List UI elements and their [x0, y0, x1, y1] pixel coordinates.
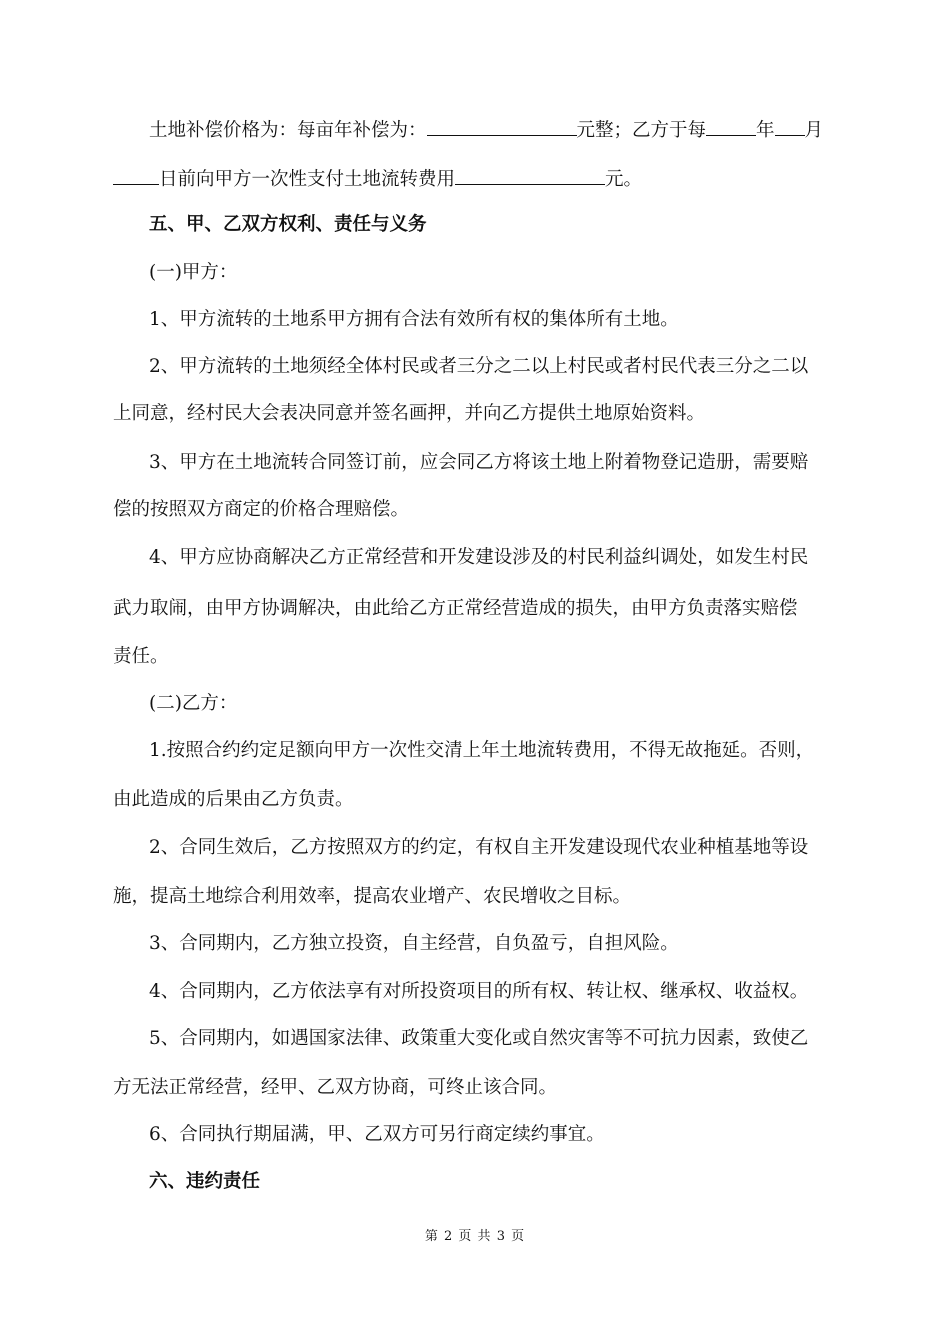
party-a-item-1: 1、甲方流转的土地系甲方拥有合法有效所有权的集体所有土地。: [149, 309, 679, 330]
price-line-2: [113, 166, 642, 192]
party-b-item-2-cont: 施，提高土地综合利用效率，提高农业增产、农民增收之目标。: [113, 886, 632, 907]
party-a-item-2-cont: 上同意，经村民大会表决同意并签名画押，并向乙方提供土地原始资料。: [113, 403, 706, 424]
party-a-item-3-cont: 偿的按照双方商定的价格合理赔偿。: [113, 499, 410, 520]
day-blank: [113, 166, 159, 185]
price-blank: [427, 117, 577, 136]
price-unit: 元整；乙方于每: [576, 120, 707, 141]
fee-unit: 元。: [605, 169, 643, 190]
party-a-item-3: 3、甲方在土地流转合同签订前，应会同乙方将该土地上附着物登记造册，需要赔: [149, 452, 809, 473]
party-a-title: (一)甲方：: [149, 262, 238, 283]
party-b-title: (二)乙方：: [149, 693, 238, 714]
party-b-item-5-cont: 方无法正常经营，经甲、乙双方协商，可终止该合同。: [113, 1077, 558, 1098]
price-line-1: [149, 117, 823, 143]
year-label: 年: [756, 120, 775, 141]
party-b-item-5: 5、合同期内，如遇国家法律、政策重大变化或自然灾害等不可抗力因素，致使乙: [149, 1028, 809, 1049]
year-blank: [706, 117, 756, 136]
party-a-item-2: 2、甲方流转的土地须经全体村民或者三分之二以上村民或者村民代表三分之二以: [149, 356, 809, 377]
party-a-item-4-end: 责任。: [113, 646, 169, 667]
party-b-item-1: 1.按照合约约定足额向甲方一次性交清上年土地流转费用，不得无故拖延。否则，: [149, 740, 815, 761]
party-b-item-1-cont: 由此造成的后果由乙方负责。: [113, 789, 354, 810]
month-label: 月: [804, 120, 824, 141]
section-5-heading: 五、甲、乙双方权利、责任与义务: [149, 214, 427, 235]
price-label: 土地补偿价格为：每亩年补偿为：: [149, 120, 427, 141]
fee-label: 日前向甲方一次性支付土地流转费用: [159, 169, 456, 190]
party-b-item-2: 2、合同生效后，乙方按照双方的约定，有权自主开发建设现代农业种植基地等设: [149, 837, 809, 858]
party-a-item-4: 4、甲方应协商解决乙方正常经营和开发建设涉及的村民利益纠调处，如发生村民: [149, 547, 809, 568]
party-a-item-4-cont: 武力取闹，由甲方协调解决，由此给乙方正常经营造成的损失，由甲方负责落实赔偿: [113, 598, 798, 619]
page-footer: 第 2 页 共 3 页: [424, 1229, 526, 1244]
party-b-item-3: 3、合同期内，乙方独立投资，自主经营，自负盈亏，自担风险。: [149, 933, 679, 954]
section-6-heading: 六、违约责任: [149, 1171, 261, 1192]
party-b-item-6: 6、合同执行期届满，甲、乙双方可另行商定续约事宜。: [149, 1124, 605, 1145]
party-b-item-4: 4、合同期内，乙方依法享有对所投资项目的所有权、转让权、继承权、收益权。: [149, 981, 809, 1002]
month-blank: [775, 117, 805, 136]
fee-blank: [455, 166, 605, 185]
